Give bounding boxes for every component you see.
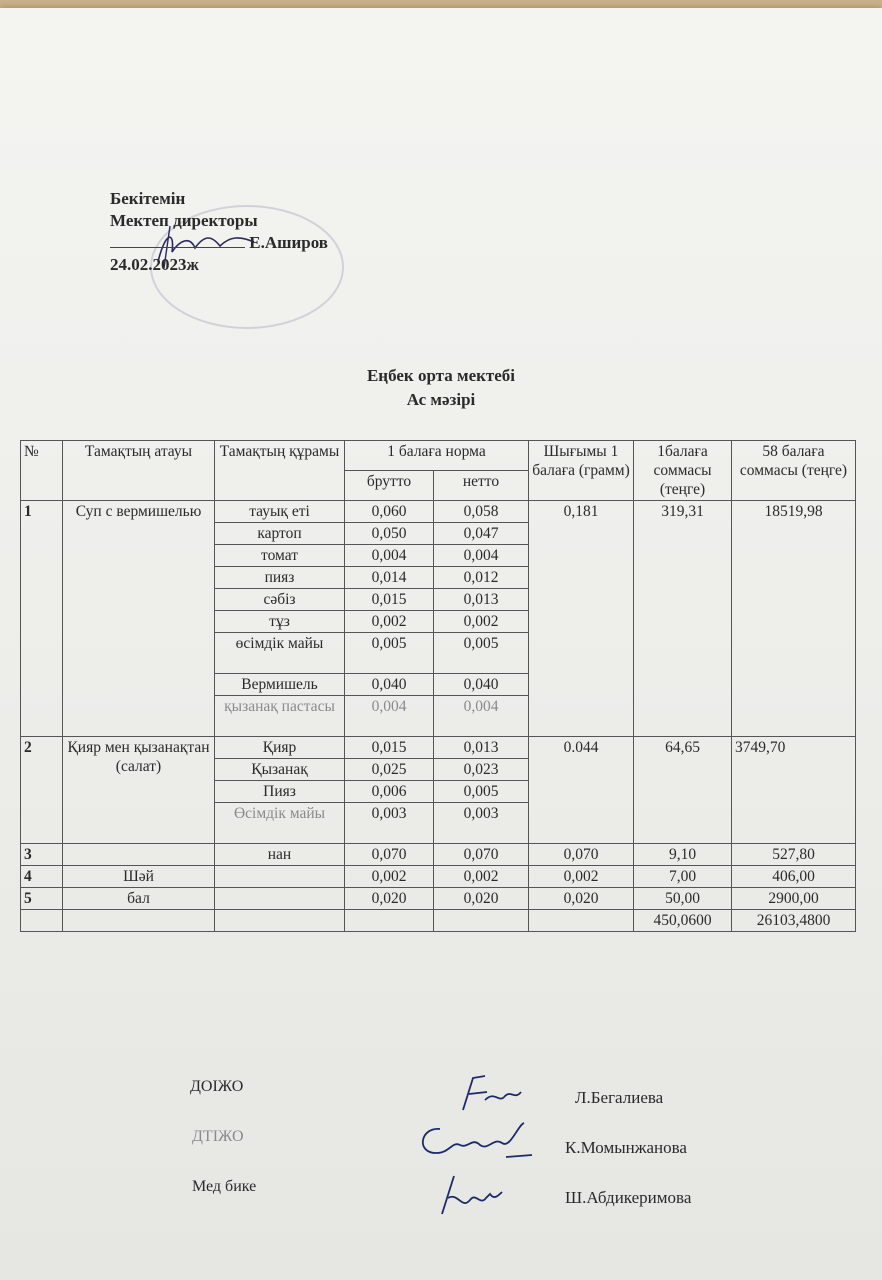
ingredient: Қияр: [215, 737, 345, 759]
brutto-value: 0,004: [345, 696, 434, 737]
signature-role: ДОІЖО: [190, 1078, 244, 1095]
netto-value: 0,013: [434, 737, 529, 759]
ingredient: Пияз: [215, 781, 345, 803]
ingredient: тұз: [215, 611, 345, 633]
ingredient: Вермишель: [215, 674, 345, 696]
signature-mark: [410, 1115, 535, 1165]
netto-value: 0,023: [434, 759, 529, 781]
signature-role: Мед бике: [192, 1178, 257, 1195]
dish-name: Қияр мен қызанақтан (салат): [63, 737, 215, 844]
brutto-value: 0,050: [345, 523, 434, 545]
netto-value: 0,005: [434, 633, 529, 674]
ingredient: тауық еті: [215, 501, 345, 523]
netto-value: 0,012: [434, 567, 529, 589]
sum-one-value: 9,10: [634, 844, 732, 866]
ingredient: Қызанақ: [215, 759, 345, 781]
header-yield: Шығымы 1 балаға (грамм): [529, 441, 634, 501]
ingredient: пияз: [215, 567, 345, 589]
brutto-value: 0,005: [345, 633, 434, 674]
menu-table: [20, 440, 856, 932]
sum-one-value: 50,00: [634, 888, 732, 910]
approval-date: 24.02.2023ж: [110, 255, 199, 274]
yield-value: 0,020: [529, 888, 634, 910]
netto-value: 0,004: [434, 545, 529, 567]
sum-58-value: 406,00: [732, 866, 856, 888]
brutto-value: 0,015: [345, 589, 434, 611]
netto-value: 0,003: [434, 803, 529, 844]
totals-row: [21, 910, 856, 932]
table-row: [21, 866, 856, 888]
ingredient: [215, 888, 345, 910]
yield-value: 0.044: [529, 737, 634, 844]
brutto-value: 0,014: [345, 567, 434, 589]
total-sum-58: 26103,4800: [732, 910, 856, 932]
brutto-value: 0,002: [345, 866, 434, 888]
header-sum-one: 1балаға соммасы (теңге): [634, 441, 732, 501]
sum-58-value: 2900,00: [732, 888, 856, 910]
table-row: [21, 737, 856, 759]
ingredient: [215, 866, 345, 888]
table-row: [21, 888, 856, 910]
header-composition: Тамақтың құрамы: [215, 441, 345, 501]
netto-value: 0,058: [434, 501, 529, 523]
netto-value: 0,002: [434, 611, 529, 633]
director-name: Е.Аширов: [249, 233, 328, 252]
header-norm: 1 балаға норма: [345, 441, 529, 471]
ingredient: Өсімдік майы: [215, 803, 345, 844]
dish-number: 2: [21, 737, 63, 844]
signature-role: ДТІЖО: [192, 1128, 244, 1145]
dish-name: Суп с вермишелью: [63, 501, 215, 737]
ingredient: өсімдік майы: [215, 633, 345, 674]
yield-value: 0,002: [529, 866, 634, 888]
dish-number: 3: [21, 844, 63, 866]
ingredient: нан: [215, 844, 345, 866]
header-dish-name: Тамақтың атауы: [63, 441, 215, 501]
yield-value: 0,070: [529, 844, 634, 866]
netto-value: 0,040: [434, 674, 529, 696]
brutto-value: 0,002: [345, 611, 434, 633]
approval-block: [110, 188, 328, 276]
brutto-value: 0,025: [345, 759, 434, 781]
netto-value: 0,013: [434, 589, 529, 611]
signature-mark: [432, 1170, 507, 1220]
netto-value: 0,002: [434, 866, 529, 888]
dish-name: бал: [63, 888, 215, 910]
table-row: [21, 501, 856, 523]
sum-one-value: 319,31: [634, 501, 732, 737]
brutto-value: 0,003: [345, 803, 434, 844]
approval-position: Мектеп директоры: [110, 211, 258, 230]
netto-value: 0,047: [434, 523, 529, 545]
sum-one-value: 7,00: [634, 866, 732, 888]
approval-signature-line: [110, 232, 328, 254]
school-title: Еңбек орта мектебі: [366, 366, 516, 385]
yield-value: 0,181: [529, 501, 634, 737]
ingredient: сәбіз: [215, 589, 345, 611]
dish-number: 4: [21, 866, 63, 888]
brutto-value: 0,015: [345, 737, 434, 759]
sum-58-value: 3749,70: [732, 737, 856, 844]
approval-title: Бекітемін: [110, 189, 186, 208]
dish-name: [63, 844, 215, 866]
netto-value: 0,020: [434, 888, 529, 910]
table-row: [21, 844, 856, 866]
sum-58-value: 18519,98: [732, 501, 856, 737]
netto-value: 0,005: [434, 781, 529, 803]
signature-mark: [455, 1070, 525, 1120]
brutto-value: 0,040: [345, 674, 434, 696]
brutto-value: 0,004: [345, 545, 434, 567]
brutto-value: 0,006: [345, 781, 434, 803]
header-netto: нетто: [434, 471, 529, 501]
header-number: №: [21, 441, 63, 501]
header-sum-58: 58 балаға соммасы (теңге): [732, 441, 856, 501]
table-header-row: [21, 441, 856, 471]
netto-value: 0,070: [434, 844, 529, 866]
brutto-value: 0,070: [345, 844, 434, 866]
dish-number: 1: [21, 501, 63, 737]
signature-name: Л.Бегалиева: [575, 1088, 664, 1107]
dish-number: 5: [21, 888, 63, 910]
total-sum-one: 450,0600: [634, 910, 732, 932]
signature-name: Ш.Абдикеримова: [565, 1188, 692, 1207]
ingredient: томат: [215, 545, 345, 567]
sum-58-value: 527,80: [732, 844, 856, 866]
menu-title: Ас мәзірі: [406, 390, 476, 409]
header-brutto: брутто: [345, 471, 434, 501]
dish-name: Шәй: [63, 866, 215, 888]
ingredient: қызанақ пастасы: [215, 696, 345, 737]
signature-name: К.Момынжанова: [565, 1138, 687, 1157]
brutto-value: 0,060: [345, 501, 434, 523]
sum-one-value: 64,65: [634, 737, 732, 844]
ingredient: картоп: [215, 523, 345, 545]
netto-value: 0,004: [434, 696, 529, 737]
brutto-value: 0,020: [345, 888, 434, 910]
